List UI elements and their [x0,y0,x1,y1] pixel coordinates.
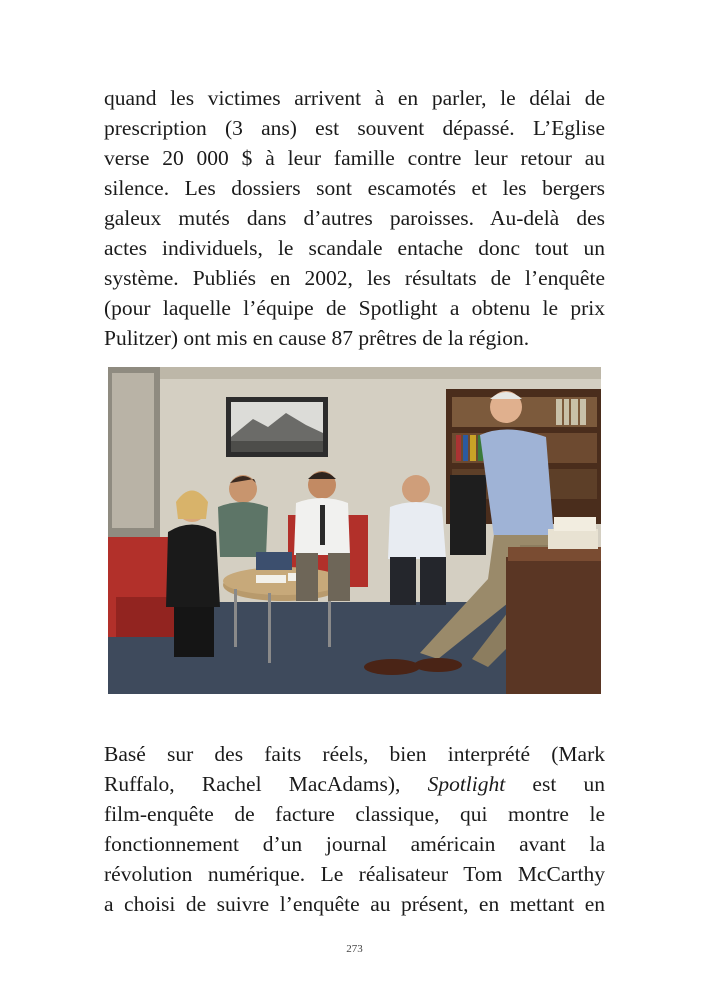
page-number: 273 [346,943,363,955]
paragraph-2-line: révolution numérique. Le réalisateur Tom McCarthy [104,862,605,886]
paragraph-2-text: Ruffalo, Rachel MacAdams), [104,772,428,796]
paragraph-1-line: Pulitzer) ont mis en cause 87 prêtres de la région. [104,326,530,350]
paragraph-2-text: est un [505,772,605,796]
paragraph-1-line: galeux mutés dans d’autres paroisses. Au-delà des [104,206,605,230]
paragraph-2-line: a choisi de suivre l’enquête au présent, en mettant en [104,892,605,916]
paragraph-1 [104,83,605,353]
paragraph-1-line: (pour laquelle l’équipe de Spotlight a obtenu le prix [104,296,605,320]
paragraph-2-line: Basé sur des faits réels, bien interprété (Mark [104,742,605,766]
paragraph-1-line: silence. Les dossiers sont escamotés et les bergers [104,176,605,200]
paragraph-1-line: verse 20 000 $ à leur famille contre leur retour au [104,146,605,170]
paragraph-2 [104,739,605,919]
paragraph-2-line: film-enquête de facture classique, qui montre le [104,802,605,826]
paragraph-1-line: système. Publiés en 2002, les résultats de l’enquête [104,266,605,290]
paragraph-1-line: quand les victimes arrivent à en parler, le délai de [104,86,605,110]
film-still-photo [108,367,601,694]
paragraph-2-line: fonctionnement d’un journal américain avant la [104,832,605,856]
paragraph-1-line: actes individuels, le scandale entache donc tout un [104,236,605,260]
paragraph-1-line: prescription (3 ans) est souvent dépassé. L’Eglise [104,116,605,140]
paragraph-2-line [104,769,605,799]
film-title-italic: Spotlight [427,772,506,796]
